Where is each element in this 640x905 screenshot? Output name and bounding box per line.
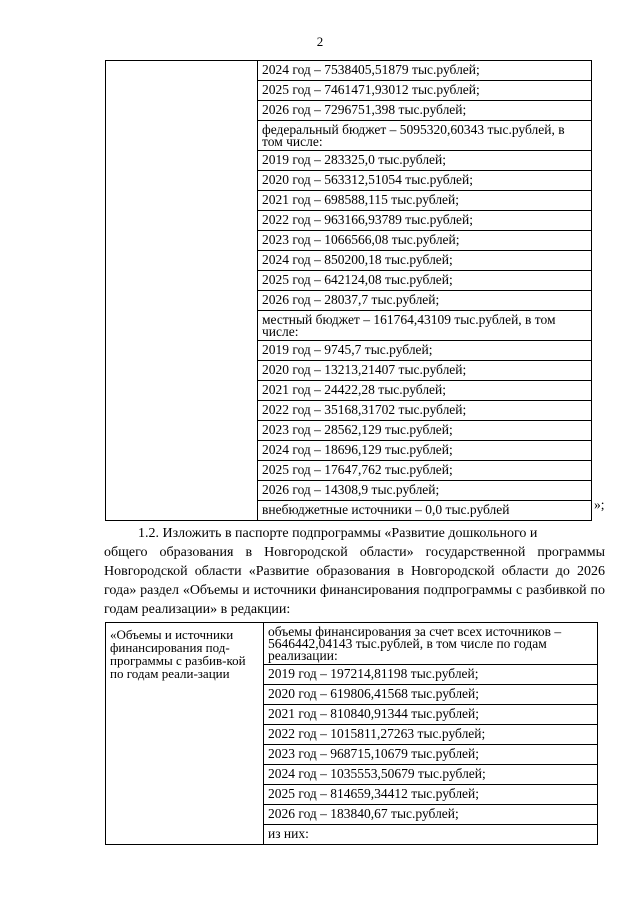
table-right-cell <box>264 623 598 845</box>
table-line-extrabudgetary: внебюджетные источники – 0,0 тыс.рублей <box>262 502 510 517</box>
paragraph-first-line: 1.2. Изложить в паспорте подпрограммы «Развитие дошкольного и <box>138 526 538 541</box>
table-line: 2020 год – 13213,21407 тыс.рублей; <box>258 361 591 381</box>
table-line: 2023 год – 28562,129 тыс.рублей; <box>258 421 591 441</box>
table-line: 2021 год – 698588,115 тыс.рублей; <box>258 191 591 211</box>
table-line: 2026 год – 14308,9 тыс.рублей; <box>258 481 591 501</box>
table-line: 2024 год – 18696,129 тыс.рублей; <box>258 441 591 461</box>
amendment-paragraph <box>104 524 605 619</box>
table-line: 2023 год – 968715,10679 тыс.рублей; <box>264 745 597 765</box>
table-line-total: объемы финансирования за счет всех источников – 5646442,04143 тыс.рублей, в том числе по годам реализации: <box>264 623 597 665</box>
financing-table-new <box>105 622 598 845</box>
table-line-of-which: из них: <box>268 826 309 841</box>
table-line: 2019 год – 9745,7 тыс.рублей; <box>258 341 591 361</box>
table-line-federal-budget: федеральный бюджет – 5095320,60343 тыс.рублей, в том числе: <box>258 121 591 151</box>
table-line: 2020 год – 563312,51054 тыс.рублей; <box>258 171 591 191</box>
page-number: 2 <box>316 34 324 49</box>
paragraph-body: общего образования в Новгородской области» государственной программы Новгородской области «Развитие образования в Новгородской области до 2026 года» раздел «Объемы и источники финансирования подпрограммы с разбивкой по годам реализации» в редакции: <box>104 545 605 617</box>
table-line: 2021 год – 24422,28 тыс.рублей; <box>258 381 591 401</box>
table-left-label: «Объемы и источники финансирования под-программы с разбив-кой по годам реали-зации <box>106 623 264 845</box>
financing-table-continued <box>105 60 592 521</box>
table-line: 2026 год – 7296751,398 тыс.рублей; <box>258 101 591 121</box>
table-line: 2019 год – 197214,81198 тыс.рублей; <box>264 665 597 685</box>
table-line: 2020 год – 619806,41568 тыс.рублей; <box>264 685 597 705</box>
table-line: 2026 год – 183840,67 тыс.рублей; <box>264 805 597 825</box>
table-line: 2023 год – 1066566,08 тыс.рублей; <box>258 231 591 251</box>
closing-quote: »; <box>594 497 605 512</box>
table-line: 2022 год – 1015811,27263 тыс.рублей; <box>264 725 597 745</box>
table-line: 2025 год – 7461471,93012 тыс.рублей; <box>258 81 591 101</box>
table-line: 2026 год – 28037,7 тыс.рублей; <box>258 291 591 311</box>
table-line: 2025 год – 814659,34412 тыс.рублей; <box>264 785 597 805</box>
table-line: 2025 год – 642124,08 тыс.рублей; <box>258 271 591 291</box>
table-line: 2022 год – 963166,93789 тыс.рублей; <box>258 211 591 231</box>
table-line: 2024 год – 1035553,50679 тыс.рублей; <box>264 765 597 785</box>
table-line-local-budget: местный бюджет – 161764,43109 тыс.рублей, в том числе: <box>258 311 591 341</box>
table-line: 2025 год – 17647,762 тыс.рублей; <box>258 461 591 481</box>
table-right-cell <box>258 61 592 521</box>
table-line: 2024 год – 7538405,51879 тыс.рублей; <box>258 61 591 81</box>
table-line: 2022 год – 35168,31702 тыс.рублей; <box>258 401 591 421</box>
table-line: 2019 год – 283325,0 тыс.рублей; <box>258 151 591 171</box>
table-line: 2024 год – 850200,18 тыс.рублей; <box>258 251 591 271</box>
table-left-cell <box>106 61 258 521</box>
table-line: 2021 год – 810840,91344 тыс.рублей; <box>264 705 597 725</box>
